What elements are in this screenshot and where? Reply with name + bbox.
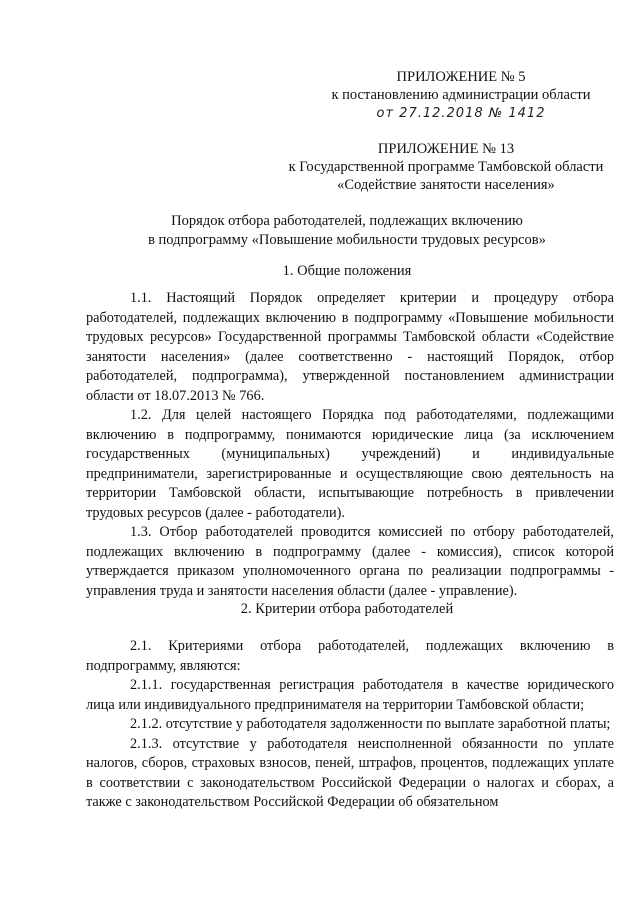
paragraph-1-2: 1.2. Для целей настоящего Порядка под работодателями, подлежащими включению в подпрограмму, понимаются юридические лица (за исключением государственных (муниципальных) учреждений) и индивидуальные предприниматели, зарегистрированные и осуществляющие свою деятельность на территории Тамбовской области, испытывающие потребность в привлечении трудовых ресурсов (далее - работодатели). xyxy=(86,407,614,521)
section-2-heading: 2. Критерии отбора работодателей xyxy=(240,601,454,617)
document-title xyxy=(110,212,584,250)
appendix-13-title: ПРИЛОЖЕНИЕ № 13 xyxy=(377,141,515,157)
appendix-13-line2: «Содействие занятости населения» xyxy=(337,177,555,193)
paragraph-2-1-3: 2.1.3. отсутствие у работодателя неисполненной обязанности по уплате налогов, сборов, страховых взносов, пеней, штрафов, процентов, подлежащих уплате в соответствии с законодательством Российской Федерации о налогах и сборах, а также с законодательством Российской Федерации об обязательном xyxy=(86,735,614,810)
handwritten-date-number: от 27.12.2018 № 1412 xyxy=(376,106,546,121)
document-title-line1: Порядок отбора работодателей, подлежащих включению xyxy=(171,213,523,229)
appendix-5-title: ПРИЛОЖЕНИЕ № 5 xyxy=(396,69,526,85)
section-1-heading: 1. Общие положения xyxy=(282,263,412,279)
paragraph-1-1: 1.1. Настоящий Порядок определяет критерии и процедуру отбора работодателей, подлежащих включению в подпрограмму «Повышение мобильности трудовых ресурсов» Государственной программы Тамбовской области «Содействие занятости населения» (далее соответственно - настоящий Порядок, отбор работодателей, подпрограмма), утвержденной постановлением администрации области от 18.07.2013 № 766. xyxy=(86,290,614,404)
paragraph-1-3: 1.3. Отбор работодателей проводится комиссией по отбору работодателей, подлежащих включению в подпрограмму (далее - комиссия), список которой утверждается приказом уполномоченного органа по реализации подпрограммы - управления труда и занятости населения области (далее - управление). xyxy=(86,524,614,599)
paragraph-2-1-1: 2.1.1. государственная регистрация работодателя в качестве юридического лица или индивидуального предпринимателя на территории Тамбовской области; xyxy=(86,677,614,713)
document-title-line2: в подпрограмму «Повышение мобильности трудовых ресурсов» xyxy=(148,232,546,248)
appendix-5-block xyxy=(298,68,624,123)
paragraph-2-1: 2.1. Критериями отбора работодателей, подлежащих включению в подпрограмму, являются: xyxy=(86,638,614,674)
appendix-13-block xyxy=(268,140,624,194)
appendix-5-subtitle: к постановлению администрации области xyxy=(331,87,591,103)
appendix-13-line1: к Государственной программе Тамбовской области xyxy=(288,159,604,175)
section-2-body xyxy=(86,637,614,813)
section-1-body xyxy=(86,289,614,601)
paragraph-2-1-2: 2.1.2. отсутствие у работодателя задолженности по выплате заработной платы; xyxy=(130,716,611,732)
